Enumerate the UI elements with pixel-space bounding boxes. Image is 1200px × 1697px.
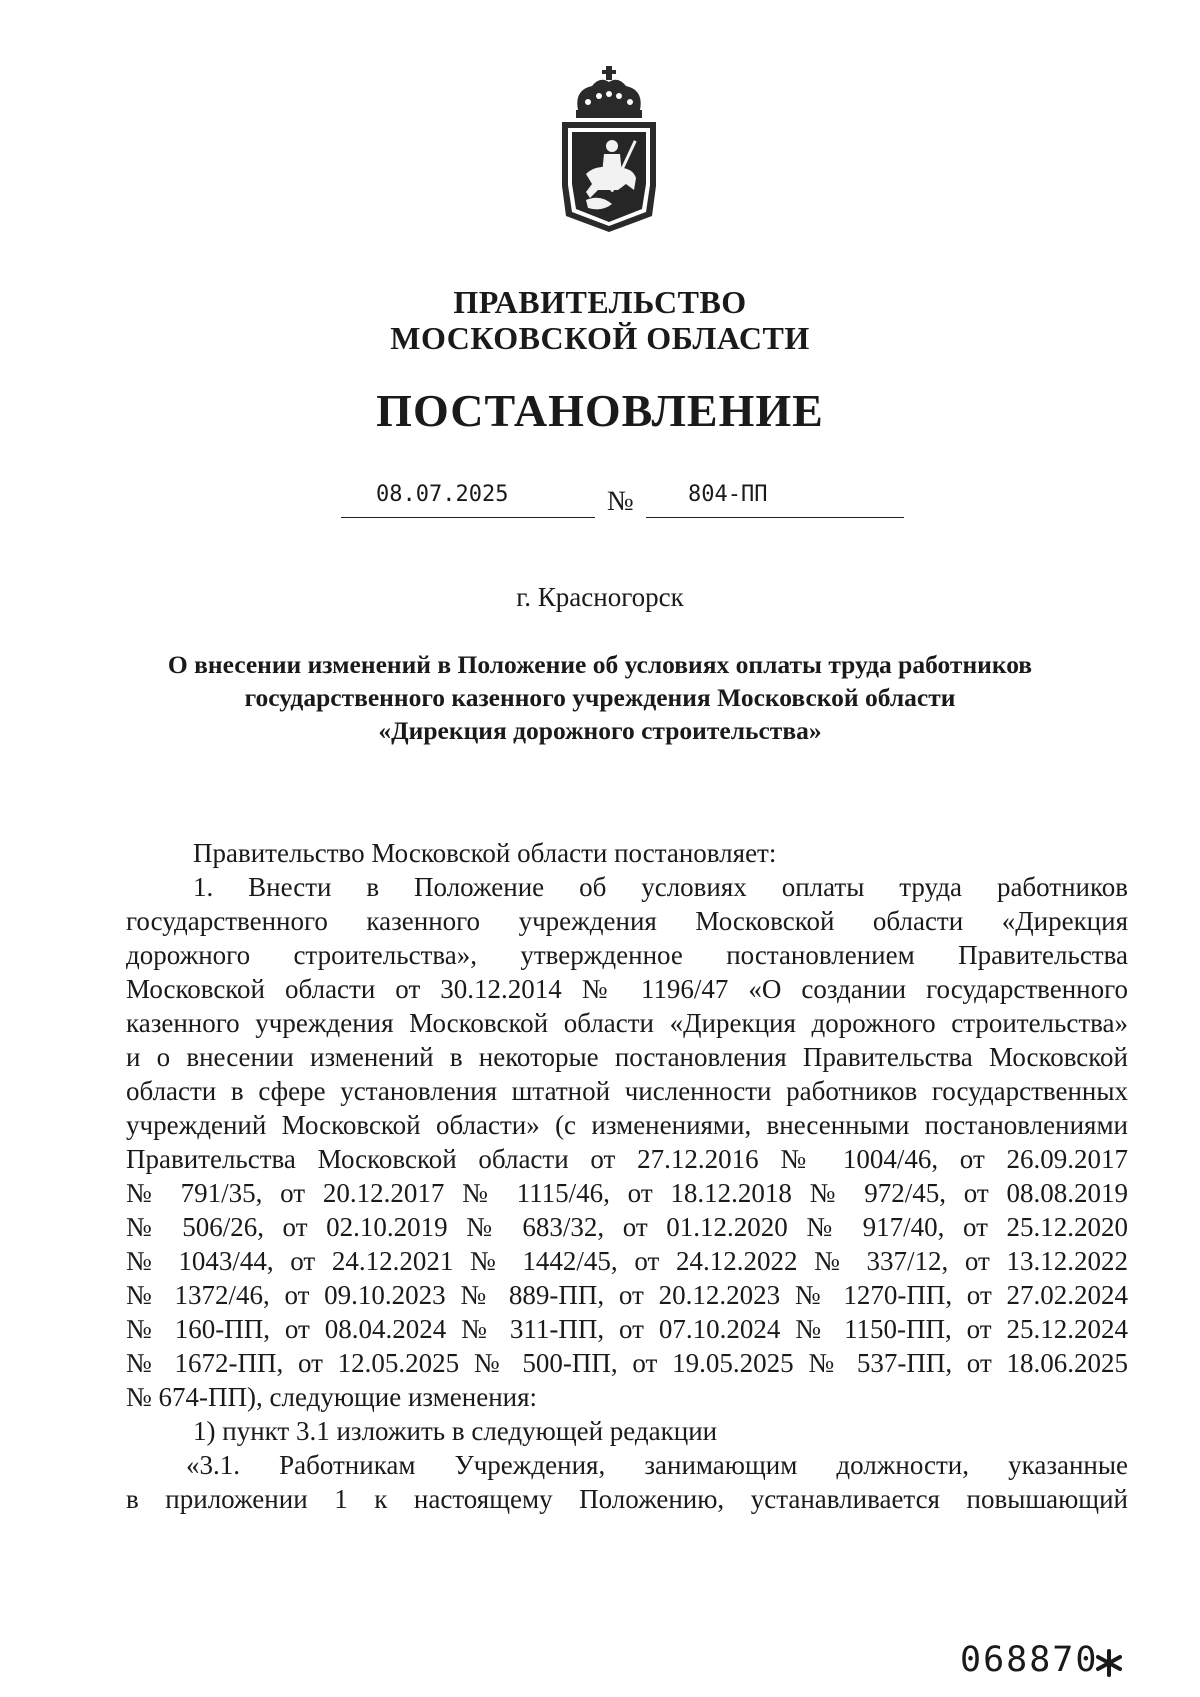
body-line: казенного учреждения Московской области «Дирекция дорожного строительства»	[126, 1008, 1128, 1038]
body-line: № 791/35, от 20.12.2017 № 1115/46, от 18.12.2018 № 972/45, от 08.08.2019	[126, 1178, 1128, 1208]
subject-line: О внесении изменений в Положение об условиях оплаты труда работников	[167, 650, 1033, 679]
body-line: и о внесении изменений в некоторые постановления Правительства Московской	[126, 1042, 1128, 1072]
body-line: № 506/26, от 02.10.2019 № 683/32, от 01.12.2020 № 917/40, от 25.12.2020	[126, 1212, 1128, 1242]
date-underline	[341, 517, 595, 518]
body-line: дорожного строительства», утвержденное постановлением Правительства	[126, 940, 1128, 970]
body-line: 1. Внести в Положение об условиях оплаты труда работников	[193, 872, 1128, 902]
body-line: № 1372/46, от 09.10.2023 № 889-ПП, от 20.12.2023 № 1270-ПП, от 27.02.2024	[126, 1280, 1128, 1310]
coat-of-arms-icon	[556, 66, 662, 234]
body-line: № 1672-ПП, от 12.05.2025 № 500-ПП, от 19.05.2025 № 537-ПП, от 18.06.2025	[126, 1348, 1128, 1378]
subject-line: «Дирекция дорожного строительства»	[378, 716, 822, 745]
number-sign: №	[607, 486, 634, 517]
body-line: Правительство Московской области постановляет:	[193, 838, 777, 868]
document-number: 804-ПП	[688, 482, 768, 507]
body-line: № 674-ПП), следующие изменения:	[126, 1382, 538, 1412]
body-line: «3.1. Работникам Учреждения, занимающим должности, указанные	[186, 1450, 1128, 1480]
body-line: Московской области от 30.12.2014 № 1196/47 «О создании государственного	[126, 974, 1128, 1004]
number-underline	[646, 517, 904, 518]
subject-line: государственного казенного учреждения Московской области	[244, 683, 956, 712]
body-line: Правительства Московской области от 27.12.2016 № 1004/46, от 26.09.2017	[126, 1144, 1128, 1174]
asterisk-icon	[1094, 1648, 1124, 1678]
body-line: в приложении 1 к настоящему Положению, устанавливается повышающий	[126, 1484, 1128, 1514]
body-line: № 1043/44, от 24.12.2021 № 1442/45, от 24.12.2022 № 337/12, от 13.12.2022	[126, 1246, 1128, 1276]
city: г. Красногорск	[516, 582, 684, 612]
government-title-line1: ПРАВИТЕЛЬСТВО	[453, 284, 747, 320]
serial-number: 068870	[960, 1640, 1099, 1680]
body-line: 1) пункт 3.1 изложить в следующей редакции	[193, 1416, 718, 1446]
body-line: № 160-ПП, от 08.04.2024 № 311-ПП, от 07.10.2024 № 1150-ПП, от 25.12.2024	[126, 1314, 1128, 1344]
body-line: государственного казенного учреждения Московской области «Дирекция	[126, 906, 1128, 936]
document-type-title: ПОСТАНОВЛЕНИЕ	[376, 385, 824, 436]
body-line: области в сфере установления штатной численности работников государственных	[126, 1076, 1128, 1106]
body-line: учреждений Московской области» (с изменениями, внесенными постановлениями	[126, 1110, 1128, 1140]
government-title-line2: МОСКОВСКОЙ ОБЛАСТИ	[390, 320, 810, 356]
document-date: 08.07.2025	[376, 482, 509, 507]
